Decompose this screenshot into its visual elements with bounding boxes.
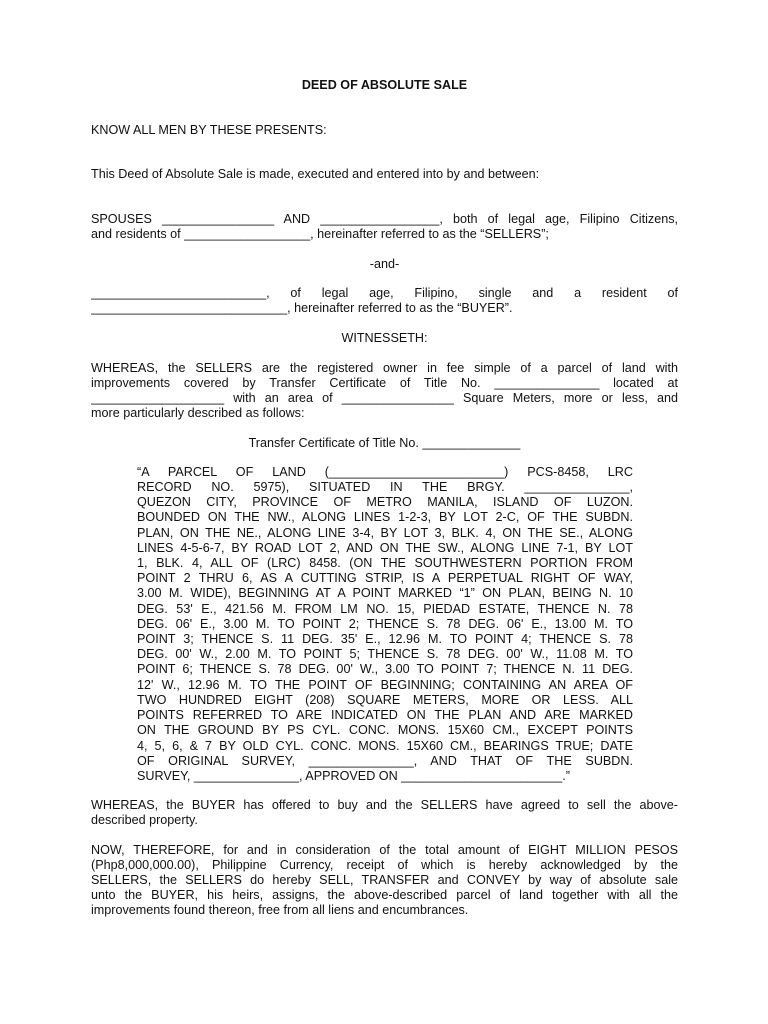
whereas-owner-line: ___________________ with an area of ________________ Square Meters, more or less, and xyxy=(91,391,678,406)
property-line: ON THE GROUND BY PS CYL. CONC. MONS. 15X60 CM., EXCEPT POINTS xyxy=(137,723,633,738)
property-line: TWO HUNDRED EIGHT (208) SQUARE METERS, MORE OR LESS. ALL xyxy=(137,692,633,707)
property-line: OF ORIGINAL SURVEY, _______________, AND THAT OF THE SUBDN. xyxy=(137,753,633,768)
property-line: POINTS REFERRED TO ARE INDICATED ON THE PLAN AND ARE MARKED xyxy=(137,708,633,723)
know-all-heading: KNOW ALL MEN BY THESE PRESENTS: xyxy=(91,123,327,138)
and-separator: -and- xyxy=(369,257,400,272)
property-line: DEG. 53' E., 421.56 M. FROM LM NO. 15, PIEDAD ESTATE, THENCE N. 78 xyxy=(137,601,633,616)
whereas-owner-line: improvements covered by Transfer Certificate of Title No. _______________ located at xyxy=(91,376,678,391)
whereas-owner-paragraph xyxy=(91,361,678,422)
buyer-paragraph xyxy=(91,286,678,316)
now-therefore-line: (Php8,000,000.00), Philippine Currency, receipt of which is hereby acknowledged by the xyxy=(91,857,678,872)
now-therefore-line: SELLERS, the SELLERS do hereby SELL, TRANSFER and CONVEY by way of absolute sale xyxy=(91,872,678,887)
property-line: PLAN, ON THE NE., ALONG LINE 3-4, BY LOT 3, BLK. 4, ON THE SE., ALONG xyxy=(137,525,633,540)
property-line: BOUNDED ON THE NW., ALONG LINES 1-2-3, BY LOT 2-C, OF THE SUBDN. xyxy=(137,510,633,525)
property-line: LINES 4-5-6-7, BY ROAD LOT 2, AND ON THE SW., ALONG LINE 7-1, BY LOT xyxy=(137,540,633,555)
property-line: “A PARCEL OF LAND (_________________________) PCS-8458, LRC xyxy=(137,464,633,479)
whereas-owner-line: more particularly described as follows: xyxy=(91,406,305,421)
property-line: RECORD NO. 5975), SITUATED IN THE BRGY. _______________, xyxy=(137,480,633,495)
sellers-paragraph xyxy=(91,212,678,242)
property-line: 3.00 M. WIDE), BEGINNING AT A POINT MARKED “1” ON PLAN, BEING N. 10 xyxy=(137,586,633,601)
witnesseth-heading: WITNESSETH: xyxy=(341,330,428,345)
whereas-buyer-line: WHEREAS, the BUYER has offered to buy and the SELLERS have agreed to sell the above- xyxy=(91,798,678,813)
whereas-owner-line: WHEREAS, the SELLERS are the registered owner in fee simple of a parcel of land with xyxy=(91,360,678,375)
now-therefore-paragraph xyxy=(91,843,678,919)
document-title: DEED OF ABSOLUTE SALE xyxy=(301,78,468,92)
now-therefore-line: NOW, THEREFORE, for and in consideration of the total amount of EIGHT MILLION PESOS xyxy=(91,842,678,857)
property-line: DEG. 00' W., 2.00 M. TO POINT 5; THENCE S. 78 DEG. 00' W., 11.08 M. TO xyxy=(137,647,633,662)
intro-paragraph: This Deed of Absolute Sale is made, executed and entered into by and between: xyxy=(91,167,540,182)
deed-page xyxy=(91,78,678,919)
now-therefore-line: improvements found thereon, free from all liens and encumbrances. xyxy=(91,903,469,918)
property-line: POINT 3; THENCE S. 11 DEG. 35' E., 12.96 M. TO POINT 4; THENCE S. 78 xyxy=(137,632,633,647)
property-line: QUEZON CITY, PROVINCE OF METRO MANILA, ISLAND OF LUZON. xyxy=(137,495,633,510)
now-therefore-line: unto the BUYER, his heirs, assigns, the above-described parcel of land together with all the xyxy=(91,888,678,903)
property-line: DEG. 06' E., 3.00 M. TO POINT 2; THENCE S. 78 DEG. 06' E., 13.00 M. TO xyxy=(137,616,633,631)
buyer-line: _________________________, of legal age, Filipino, single and a resident of xyxy=(91,286,678,301)
property-line: POINT 2 THRU 6, AS A CUTTING STRIP, IS A PERPETUAL RIGHT OF WAY, xyxy=(137,571,633,586)
buyer-line: ____________________________, hereinafter referred to as the “BUYER”. xyxy=(91,301,513,316)
sellers-line: and residents of __________________, hereinafter referred to as the “SELLERS”; xyxy=(91,226,549,241)
property-line: 4, 5, 6, & 7 BY OLD CYL. CONC. MONS. 15X60 CM., BEARINGS TRUE; DATE xyxy=(137,738,633,753)
property-line: POINT 6; THENCE S. 78 DEG. 00' W., 3.00 TO POINT 7; THENCE N. 11 DEG. xyxy=(137,662,633,677)
sellers-line: SPOUSES ________________ AND _________________, both of legal age, Filipino Citizens, xyxy=(91,211,678,226)
property-line: 12' W., 12.96 M. TO THE POINT OF BEGINNING; CONTAINING AN AREA OF xyxy=(137,677,633,692)
whereas-buyer-paragraph xyxy=(91,798,678,828)
property-line: 1, BLK. 4, ALL OF (LRC) 8458. (ON THE SOUTHWESTERN PORTION FROM xyxy=(137,556,633,571)
whereas-buyer-line: described property. xyxy=(91,813,198,828)
property-line: SURVEY, _______________, APPROVED ON _______________________.” xyxy=(137,768,570,783)
property-description xyxy=(137,465,633,784)
tct-heading: Transfer Certificate of Title No. ______________ xyxy=(248,435,521,450)
